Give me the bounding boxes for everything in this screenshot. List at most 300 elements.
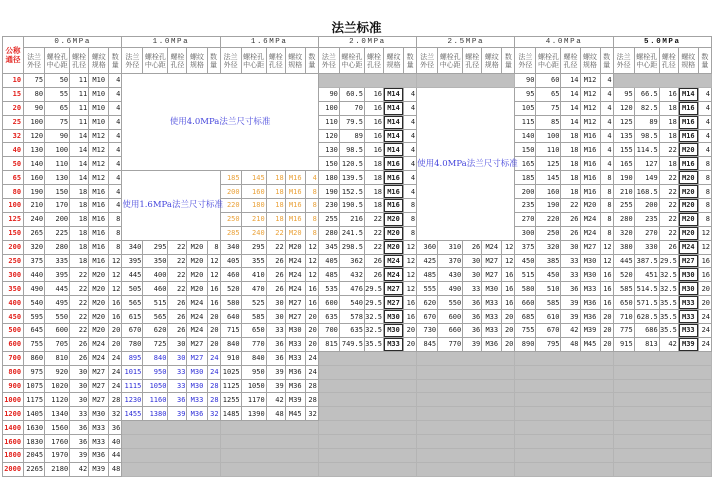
bolt-count-cell: 8: [404, 199, 417, 213]
thread-cell: M20: [89, 282, 109, 296]
bolt-circle-cell: 515: [143, 296, 168, 310]
not-applicable-cell: [220, 449, 318, 463]
bolt-count-cell: 4: [600, 157, 613, 171]
not-applicable-cell: [613, 393, 711, 407]
bolt-count-cell: 8: [600, 226, 613, 240]
bolt-circle-cell: 152.5: [339, 185, 364, 199]
thread-cell: M30: [187, 365, 207, 379]
thread-cell: M12: [89, 129, 109, 143]
bolt-hole-cell: 36: [463, 296, 482, 310]
bolt-hole-cell: 14: [561, 87, 580, 101]
flange-od-cell: 1025: [220, 365, 241, 379]
not-applicable-cell: [318, 74, 416, 88]
bolt-hole-cell: 16: [364, 129, 383, 143]
bolt-circle-cell: 280: [45, 240, 70, 254]
dn-header: 公称通径: [3, 37, 24, 74]
bolt-circle-cell: 200: [634, 199, 659, 213]
bolt-count-cell: 12: [305, 240, 318, 254]
bolt-circle-cell: 1020: [45, 379, 70, 393]
table-row: [3, 171, 712, 185]
flange-od-cell: 140: [24, 157, 45, 171]
bolt-count-cell: 12: [502, 254, 515, 268]
thread-cell: M20: [678, 185, 698, 199]
flange-od-cell: 845: [417, 337, 438, 351]
thread-cell: M20: [285, 240, 305, 254]
thread-cell: M33: [678, 310, 698, 324]
bolt-circle-cell: 600: [438, 310, 463, 324]
thread-cell: M20: [187, 282, 207, 296]
thread-cell: M14: [384, 129, 404, 143]
dn-cell: 350: [3, 282, 24, 296]
bolt-circle-cell: 125: [536, 157, 561, 171]
thread-cell: M33: [89, 421, 109, 435]
bolt-hole-cell: 26: [659, 240, 678, 254]
thread-cell: M16: [89, 240, 109, 254]
flange-od-cell: 190: [318, 185, 339, 199]
bolt-count-cell: 8: [698, 185, 711, 199]
bolt-circle-cell: 550: [438, 296, 463, 310]
bolt-hole-cell: 14: [70, 129, 89, 143]
flange-od-cell: 670: [122, 324, 143, 338]
table-row: [3, 435, 712, 449]
bolt-count-cell: 32: [109, 407, 122, 421]
thread-cell: M20: [678, 143, 698, 157]
bolt-count-cell: 4: [109, 171, 122, 185]
bolt-count-cell: 20: [502, 324, 515, 338]
flange-od-cell: 580: [515, 282, 536, 296]
flange-od-cell: 150: [515, 143, 536, 157]
flange-od-cell: 600: [318, 296, 339, 310]
bolt-hole-cell: 36: [463, 310, 482, 324]
bolt-circle-cell: 432: [339, 268, 364, 282]
bolt-circle-cell: 387.5: [634, 254, 659, 268]
bolt-hole-cell: 18: [561, 185, 580, 199]
bolt-hole-cell: 35.5: [659, 310, 678, 324]
flange-od-cell: 710: [613, 310, 634, 324]
bolt-circle-cell: 770: [241, 337, 266, 351]
bolt-circle-cell: 725: [143, 337, 168, 351]
bolt-circle-cell: 110: [45, 157, 70, 171]
dn-cell: 40: [3, 143, 24, 157]
bolt-count-cell: 16: [502, 296, 515, 310]
thread-cell: M20: [678, 171, 698, 185]
bolt-hole-cell: 18: [266, 171, 285, 185]
bolt-count-cell: 12: [109, 268, 122, 282]
bolt-hole-cell: 33: [463, 282, 482, 296]
bolt-hole-cell: 18: [266, 199, 285, 213]
not-applicable-cell: [318, 365, 416, 379]
bolt-circle-cell: 180: [241, 199, 266, 213]
thread-cell: M16: [89, 254, 109, 268]
bolt-circle-cell: 1760: [45, 435, 70, 449]
bolt-circle-cell: 585: [241, 310, 266, 324]
bolt-circle-cell: 60: [536, 74, 561, 88]
bolt-circle-cell: 145: [241, 171, 266, 185]
flange-od-cell: 185: [220, 171, 241, 185]
bolt-count-cell: 4: [109, 129, 122, 143]
bolt-circle-cell: 241.5: [339, 226, 364, 240]
bolt-count-cell: 28: [109, 393, 122, 407]
dn-cell: 25: [3, 115, 24, 129]
bolt-count-cell: 12: [502, 240, 515, 254]
bolt-circle-cell: 98.5: [634, 129, 659, 143]
bolt-count-cell: 8: [698, 199, 711, 213]
flange-od-cell: 320: [613, 226, 634, 240]
bolt-count-cell: 24: [698, 337, 711, 351]
bolt-circle-cell: 168.5: [634, 185, 659, 199]
thread-cell: M30: [89, 407, 109, 421]
field-header: 螺纹规格: [678, 48, 698, 74]
thread-cell: M27: [89, 365, 109, 379]
bolt-count-cell: 32: [207, 407, 220, 421]
bolt-count-cell: 4: [109, 74, 122, 88]
not-applicable-cell: [515, 351, 613, 365]
bolt-circle-cell: 295: [241, 240, 266, 254]
field-header: 螺栓孔径: [463, 48, 482, 74]
bolt-circle-cell: 1340: [45, 407, 70, 421]
flange-od-cell: 755: [24, 337, 45, 351]
dn-cell: 1200: [3, 407, 24, 421]
bolt-circle-cell: 1560: [45, 421, 70, 435]
bolt-hole-cell: 18: [266, 212, 285, 226]
field-header: 螺栓孔中心距: [339, 48, 364, 74]
bolt-circle-cell: 139.5: [339, 171, 364, 185]
bolt-hole-cell: 18: [561, 171, 580, 185]
bolt-hole-cell: 18: [659, 115, 678, 129]
bolt-hole-cell: 26: [168, 324, 187, 338]
bolt-hole-cell: 39: [168, 407, 187, 421]
flange-od-cell: 755: [515, 324, 536, 338]
not-applicable-cell: [318, 421, 416, 435]
thread-cell: M12: [580, 74, 600, 88]
bolt-count-cell: 4: [109, 101, 122, 115]
bolt-circle-cell: 705: [45, 337, 70, 351]
bolt-count-cell: 20: [404, 337, 417, 351]
field-header: 螺栓孔径: [364, 48, 383, 74]
bolt-count-cell: 12: [207, 268, 220, 282]
bolt-hole-cell: 11: [70, 87, 89, 101]
flange-od-cell: 485: [417, 268, 438, 282]
thread-cell: M16: [580, 129, 600, 143]
bolt-circle-cell: 810: [45, 351, 70, 365]
bolt-hole-cell: 39: [561, 310, 580, 324]
field-header: 螺纹规格: [285, 48, 305, 74]
flange-od-cell: 445: [613, 254, 634, 268]
bolt-hole-cell: 22: [364, 240, 383, 254]
note-cell: 使用1.6MPa法兰尺寸标准: [122, 171, 220, 240]
flange-od-cell: 840: [220, 337, 241, 351]
flange-od-cell: 165: [515, 157, 536, 171]
field-header: 数量: [600, 48, 613, 74]
bolt-count-cell: 8: [305, 226, 318, 240]
bolt-hole-cell: 26: [364, 254, 383, 268]
flange-od-cell: 345: [318, 240, 339, 254]
field-header: 法兰外径: [220, 48, 241, 74]
flange-od-cell: 555: [417, 282, 438, 296]
flange-od-cell: 895: [122, 351, 143, 365]
thread-cell: M30: [678, 268, 698, 282]
bolt-hole-cell: 26: [266, 268, 285, 282]
bolt-hole-cell: 26: [364, 268, 383, 282]
bolt-circle-cell: 235: [634, 212, 659, 226]
bolt-circle-cell: 495: [45, 296, 70, 310]
flange-od-cell: 450: [515, 254, 536, 268]
thread-cell: M16: [580, 185, 600, 199]
flange-od-cell: 1255: [220, 393, 241, 407]
flange-od-cell: 210: [613, 185, 634, 199]
thread-cell: M20: [384, 212, 404, 226]
bolt-circle-cell: 813: [634, 337, 659, 351]
bolt-hole-cell: 11: [70, 101, 89, 115]
pressure-header: 1.6MPa: [220, 37, 318, 48]
bolt-count-cell: 8: [698, 212, 711, 226]
bolt-hole-cell: 22: [168, 268, 187, 282]
flange-od-cell: 615: [122, 310, 143, 324]
bolt-hole-cell: 30: [168, 337, 187, 351]
bolt-circle-cell: 55: [45, 87, 70, 101]
table-row: [3, 101, 712, 115]
thread-cell: M14: [384, 115, 404, 129]
flange-od-cell: 255: [318, 212, 339, 226]
thread-cell: M24: [384, 254, 404, 268]
bolt-hole-cell: 36: [463, 324, 482, 338]
table-row: [3, 268, 712, 282]
bolt-count-cell: 16: [207, 282, 220, 296]
bolt-circle-cell: 470: [241, 282, 266, 296]
flange-od-cell: 640: [220, 310, 241, 324]
bolt-circle-cell: 220: [536, 212, 561, 226]
dn-cell: 100: [3, 199, 24, 213]
thread-cell: M16: [580, 157, 600, 171]
thread-cell: M16: [285, 212, 305, 226]
header-row-pressure: [3, 37, 712, 48]
flange-od-cell: 730: [417, 324, 438, 338]
bolt-hole-cell: 36: [70, 435, 89, 449]
bolt-circle-cell: 795: [536, 337, 561, 351]
not-applicable-cell: [417, 435, 515, 449]
bolt-count-cell: 36: [109, 421, 122, 435]
thread-cell: M30: [384, 324, 404, 338]
bolt-circle-cell: 950: [241, 365, 266, 379]
thread-cell: M24: [187, 296, 207, 310]
thread-cell: M16: [678, 101, 698, 115]
bolt-circle-cell: 216: [339, 212, 364, 226]
bolt-hole-cell: 22: [364, 212, 383, 226]
flange-od-cell: 445: [122, 268, 143, 282]
not-applicable-cell: [613, 74, 711, 88]
not-applicable-cell: [417, 421, 515, 435]
not-applicable-cell: [417, 351, 515, 365]
bolt-hole-cell: 33: [70, 407, 89, 421]
thread-cell: M27: [678, 254, 698, 268]
bolt-hole-cell: 22: [168, 240, 187, 254]
not-applicable-cell: [515, 365, 613, 379]
bolt-count-cell: 4: [698, 129, 711, 143]
bolt-hole-cell: 26: [266, 282, 285, 296]
field-header: 法兰外径: [318, 48, 339, 74]
bolt-circle-cell: 100: [45, 143, 70, 157]
bolt-count-cell: 12: [305, 268, 318, 282]
bolt-hole-cell: 18: [70, 226, 89, 240]
thread-cell: M24: [678, 240, 698, 254]
thread-cell: M14: [384, 87, 404, 101]
bolt-circle-cell: 65: [45, 101, 70, 115]
bolt-hole-cell: 33: [168, 379, 187, 393]
dn-cell: 1000: [3, 393, 24, 407]
bolt-hole-cell: 42: [70, 462, 89, 476]
bolt-count-cell: 16: [502, 282, 515, 296]
thread-cell: M36: [580, 310, 600, 324]
bolt-count-cell: 4: [404, 185, 417, 199]
bolt-count-cell: 4: [404, 157, 417, 171]
thread-cell: M16: [580, 171, 600, 185]
flange-od-cell: 380: [613, 240, 634, 254]
flange-od-cell: 270: [515, 212, 536, 226]
bolt-hole-cell: 42: [659, 337, 678, 351]
bolt-hole-cell: 18: [561, 129, 580, 143]
thread-cell: M16: [285, 199, 305, 213]
bolt-count-cell: 4: [600, 143, 613, 157]
bolt-count-cell: 4: [109, 143, 122, 157]
flange-od-cell: 685: [515, 310, 536, 324]
bolt-count-cell: 28: [207, 379, 220, 393]
header-row-fields: [3, 48, 712, 74]
bolt-circle-cell: 160: [241, 185, 266, 199]
dn-cell: 700: [3, 351, 24, 365]
bolt-hole-cell: 16: [364, 143, 383, 157]
thread-cell: M20: [187, 268, 207, 282]
bolt-circle-cell: 1050: [241, 379, 266, 393]
not-applicable-cell: [515, 421, 613, 435]
flange-od-cell: 255: [613, 199, 634, 213]
pressure-header: 4.0MPa: [515, 37, 613, 48]
flange-od-cell: 155: [613, 143, 634, 157]
bolt-count-cell: 20: [502, 337, 515, 351]
thread-cell: M16: [89, 185, 109, 199]
flange-od-cell: 280: [613, 212, 634, 226]
bolt-circle-cell: 628.5: [634, 310, 659, 324]
thread-cell: M16: [384, 199, 404, 213]
bolt-hole-cell: 11: [70, 115, 89, 129]
flange-od-cell: 105: [515, 101, 536, 115]
bolt-circle-cell: 75: [45, 115, 70, 129]
dn-cell: 400: [3, 296, 24, 310]
bolt-circle-cell: 145: [536, 171, 561, 185]
field-header: 螺栓孔中心距: [241, 48, 266, 74]
flange-od-cell: 1175: [24, 393, 45, 407]
table-row: [3, 115, 712, 129]
bolt-count-cell: 16: [600, 268, 613, 282]
bolt-circle-cell: 840: [241, 351, 266, 365]
thread-cell: M14: [678, 87, 698, 101]
flange-od-cell: 190: [613, 171, 634, 185]
bolt-circle-cell: 60.5: [339, 87, 364, 101]
bolt-count-cell: 8: [404, 212, 417, 226]
thread-cell: M39: [89, 462, 109, 476]
flange-od-cell: 580: [220, 296, 241, 310]
bolt-hole-cell: 22: [168, 282, 187, 296]
thread-cell: M20: [89, 296, 109, 310]
bolt-count-cell: 4: [404, 87, 417, 101]
not-applicable-cell: [613, 351, 711, 365]
flange-od-cell: 130: [24, 143, 45, 157]
bolt-hole-cell: 26: [463, 240, 482, 254]
not-applicable-cell: [613, 407, 711, 421]
bolt-count-cell: 12: [600, 240, 613, 254]
bolt-count-cell: 12: [600, 254, 613, 268]
bolt-count-cell: 44: [109, 449, 122, 463]
bolt-count-cell: 4: [698, 87, 711, 101]
table-row: [3, 212, 712, 226]
bolt-circle-cell: 550: [45, 310, 70, 324]
not-applicable-cell: [613, 449, 711, 463]
table-row: [3, 282, 712, 296]
table-row: [3, 296, 712, 310]
bolt-count-cell: 8: [698, 171, 711, 185]
thread-cell: M33: [285, 337, 305, 351]
bolt-hole-cell: 18: [659, 129, 678, 143]
flange-od-cell: 135: [613, 129, 634, 143]
not-applicable-cell: [515, 407, 613, 421]
bolt-circle-cell: 330: [634, 240, 659, 254]
bolt-circle-cell: 320: [536, 240, 561, 254]
bolt-count-cell: 4: [404, 143, 417, 157]
thread-cell: M16: [678, 129, 698, 143]
bolt-hole-cell: 22: [70, 282, 89, 296]
thread-cell: M24: [187, 310, 207, 324]
bolt-circle-cell: 200: [45, 212, 70, 226]
bolt-circle-cell: 160: [536, 185, 561, 199]
field-header: 螺栓孔径: [659, 48, 678, 74]
bolt-count-cell: 20: [207, 310, 220, 324]
bolt-circle-cell: 445: [45, 282, 70, 296]
bolt-count-cell: 12: [404, 268, 417, 282]
not-applicable-cell: [220, 421, 318, 435]
flange-od-cell: 95: [515, 87, 536, 101]
field-header: 法兰外径: [613, 48, 634, 74]
bolt-circle-cell: 89: [339, 129, 364, 143]
bolt-hole-cell: 22: [70, 268, 89, 282]
bolt-count-cell: 16: [698, 268, 711, 282]
flange-od-cell: 210: [24, 199, 45, 213]
bolt-hole-cell: 30: [70, 379, 89, 393]
flange-od-cell: 520: [613, 268, 634, 282]
not-applicable-cell: [613, 379, 711, 393]
flange-od-cell: 2045: [24, 449, 45, 463]
thread-cell: M45: [580, 337, 600, 351]
bolt-hole-cell: 30: [70, 365, 89, 379]
flange-od-cell: 505: [122, 282, 143, 296]
bolt-count-cell: 20: [600, 324, 613, 338]
thread-cell: M27: [187, 351, 207, 365]
bolt-hole-cell: 18: [70, 199, 89, 213]
thread-cell: M36: [89, 449, 109, 463]
bolt-hole-cell: 36: [561, 282, 580, 296]
bolt-count-cell: 20: [404, 324, 417, 338]
bolt-hole-cell: 39: [70, 449, 89, 463]
thread-cell: M30: [384, 310, 404, 324]
thread-cell: M27: [187, 337, 207, 351]
flange-od-cell: 650: [613, 296, 634, 310]
bolt-count-cell: 4: [600, 74, 613, 88]
bolt-count-cell: 8: [698, 157, 711, 171]
bolt-circle-cell: 190: [536, 199, 561, 213]
thread-cell: M20: [384, 226, 404, 240]
not-applicable-cell: [613, 365, 711, 379]
flange-od-cell: 815: [318, 337, 339, 351]
bolt-hole-cell: 32.5: [364, 310, 383, 324]
bolt-circle-cell: 225: [45, 226, 70, 240]
